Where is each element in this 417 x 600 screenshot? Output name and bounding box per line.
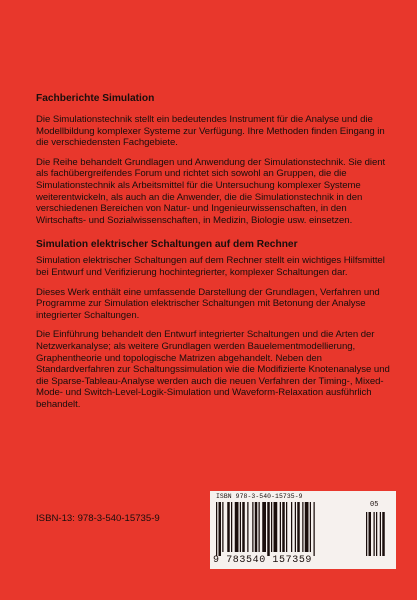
- isbn-line: ISBN-13: 978-3-540-15735-9: [36, 513, 160, 524]
- intro-paragraph-2: Die Reihe behandelt Grundlagen und Anwendung der Simulationstechnik. Sie dient als fachübergreifendes Forum und richtet sich sowohl an Gruppen, die die Simulationstechnik als Arbeitsmittel für die Untersuchung komplexer Systeme weiterentwickeln, als auch an die Anwender, die die Simulationstechnik in den verschiedenen Bereichen von Natur- und Ingenieurwissenschaften, in den Wirtschafts- und Sozialwissenschaften, in Medizin, Biologie usw. einsetzen.: [36, 156, 386, 226]
- barcode-bar: [231, 502, 232, 552]
- barcode-bar: [252, 502, 253, 552]
- barcode-bar: [282, 502, 285, 552]
- barcode-bar: [235, 502, 239, 552]
- barcode-bar: [216, 502, 217, 556]
- barcode-bar: [242, 502, 245, 552]
- barcode-bar: [219, 502, 222, 556]
- barcode-bar: [302, 502, 303, 552]
- book-paragraph-2: Dieses Werk enthält eine umfassende Darstellung der Grundlagen, Verfahren und Programme zur Simulation elektrischer Schaltungen mit Betonung der Analyse integrierter Schaltungen.: [36, 286, 380, 321]
- barcode-addon-bars: [364, 502, 392, 556]
- barcode-addon-bar: [382, 512, 385, 556]
- barcode-addon-bar: [374, 512, 375, 556]
- barcode-addon-number: 05: [370, 501, 379, 509]
- barcode-bar: [310, 502, 311, 552]
- intro-paragraph-1: Die Simulationstechnik stellt ein bedeutendes Instrument für die Analyse und die Modellbildung komplexer Systeme zur Verfügung. Ihre Methoden finden Eingang in die verschiedensten Fachgebiete.: [36, 114, 385, 149]
- barcode-addon-bar: [369, 512, 372, 556]
- barcode-bar: [297, 502, 300, 552]
- barcode-bar: [286, 502, 287, 552]
- book-title: Simulation elektrischer Schaltungen auf dem Rechner: [36, 239, 298, 251]
- barcode-addon-bar: [380, 512, 381, 556]
- barcode-addon-bar: [366, 512, 367, 556]
- barcode-bar: [262, 502, 266, 552]
- barcode-bar: [227, 502, 230, 552]
- barcode-bar: [305, 502, 309, 552]
- barcode-bar: [222, 502, 223, 552]
- barcode-bars: [214, 502, 360, 556]
- barcode-bar: [291, 502, 292, 552]
- barcode-bar: [271, 502, 272, 552]
- barcode-bar: [295, 502, 296, 552]
- barcode-bar: [240, 502, 241, 552]
- barcode-bar: [314, 502, 315, 556]
- barcode-digits: 9 783540 157359: [213, 555, 313, 566]
- barcode-bar: [255, 502, 258, 552]
- barcode-bar: [259, 502, 260, 552]
- book-paragraph-1: Simulation elektrischer Schaltungen auf dem Rechner stellt ein wichtiges Hilfsmittel bei Entwurf und Verifizierung hochintegrierter, komplexer Schaltungen dar.: [36, 255, 385, 278]
- barcode-bar: [280, 502, 281, 552]
- book-paragraph-3: Die Einführung behandelt den Entwurf integrierter Schaltungen und die Arten der Netzwerkanalyse; als weitere Grundlagen werden Bauelementmodellierung, Graphentheorie und topologische Matrizen abgehandelt. Neben den Standardverfahren zur Schaltungssimulation wie die Modifizierte Knotenanalyse und die Sparse-Tableau-Analyse werden auch die neuen Verfahren der Timing-, Mixed-Mode- und Switch-Level-Logik-Simulation und Waveform-Relaxation ausführlich behandelt.: [36, 329, 390, 410]
- barcode-bar: [274, 502, 278, 552]
- barcode-bar: [267, 502, 270, 556]
- series-title: Fachberichte Simulation: [36, 93, 155, 104]
- back-cover-text: [36, 92, 392, 418]
- barcode-isbn-caption: ISBN 978-3-540-15735-9: [216, 493, 303, 500]
- barcode-addon-bar: [376, 512, 377, 556]
- barcode-bar: [247, 502, 248, 552]
- barcode: [210, 491, 396, 569]
